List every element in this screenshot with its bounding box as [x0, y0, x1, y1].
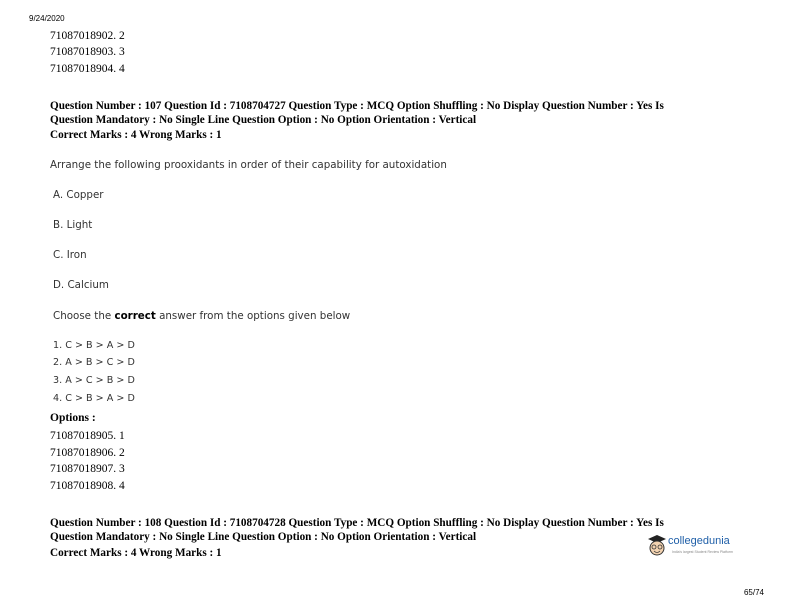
brand-name: collegedunia — [668, 535, 730, 547]
graduate-mascot-icon — [646, 533, 668, 559]
q108-meta-line3: Correct Marks : 4 Wrong Marks : 1 — [50, 547, 222, 559]
q107-meta-line3: Correct Marks : 4 Wrong Marks : 1 — [50, 129, 222, 141]
q107-option-line: 71087018905. 1 — [50, 430, 125, 442]
prev-option-line: 71087018904. 4 — [50, 63, 125, 75]
print-date: 9/24/2020 — [29, 14, 65, 23]
q107-question-text: Arrange the following prooxidants in order of their capability for autoxidation — [50, 159, 447, 171]
q107-sequence-4: 4. C > B > A > D — [53, 393, 135, 404]
q107-choice-c: C. Iron — [53, 249, 87, 261]
q107-options-heading: Options : — [50, 412, 96, 424]
q107-sequence-3: 3. A > C > B > D — [53, 375, 135, 386]
q107-choice-b: B. Light — [53, 219, 93, 231]
q107-sequence-1: 1. C > B > A > D — [53, 340, 135, 351]
prev-option-line: 71087018902. 2 — [50, 30, 125, 42]
brand-tagline: India's largest Student Review Platform — [672, 550, 733, 554]
q107-option-line: 71087018907. 3 — [50, 463, 125, 475]
q107-meta-line1: Question Number : 107 Question Id : 7108704727 Question Type : MCQ Option Shuffling : No Display Question Number : Yes Is — [50, 100, 664, 112]
q108-meta-line2: Question Mandatory : No Single Line Question Option : No Option Orientation : Vertical — [50, 531, 477, 543]
q107-option-line: 71087018908. 4 — [50, 480, 125, 492]
collegedunia-watermark — [646, 533, 746, 561]
page-number: 65/74 — [743, 588, 764, 597]
instruction-post: answer from the options given below — [155, 310, 351, 322]
prev-option-line: 71087018903. 3 — [50, 46, 125, 58]
instruction-pre: Choose the — [53, 310, 115, 322]
q107-meta-line2: Question Mandatory : No Single Line Question Option : No Option Orientation : Vertical — [50, 114, 477, 126]
q107-choice-d: D. Calcium — [53, 279, 109, 291]
q108-meta-line1: Question Number : 108 Question Id : 7108704728 Question Type : MCQ Option Shuffling : No Display Question Number : Yes Is — [50, 517, 664, 529]
q107-sequence-2: 2. A > B > C > D — [53, 357, 135, 368]
q107-choice-a: A. Copper — [53, 189, 104, 201]
q107-instruction — [53, 310, 350, 322]
q107-option-line: 71087018906. 2 — [50, 447, 125, 459]
instruction-bold: correct — [114, 310, 156, 322]
